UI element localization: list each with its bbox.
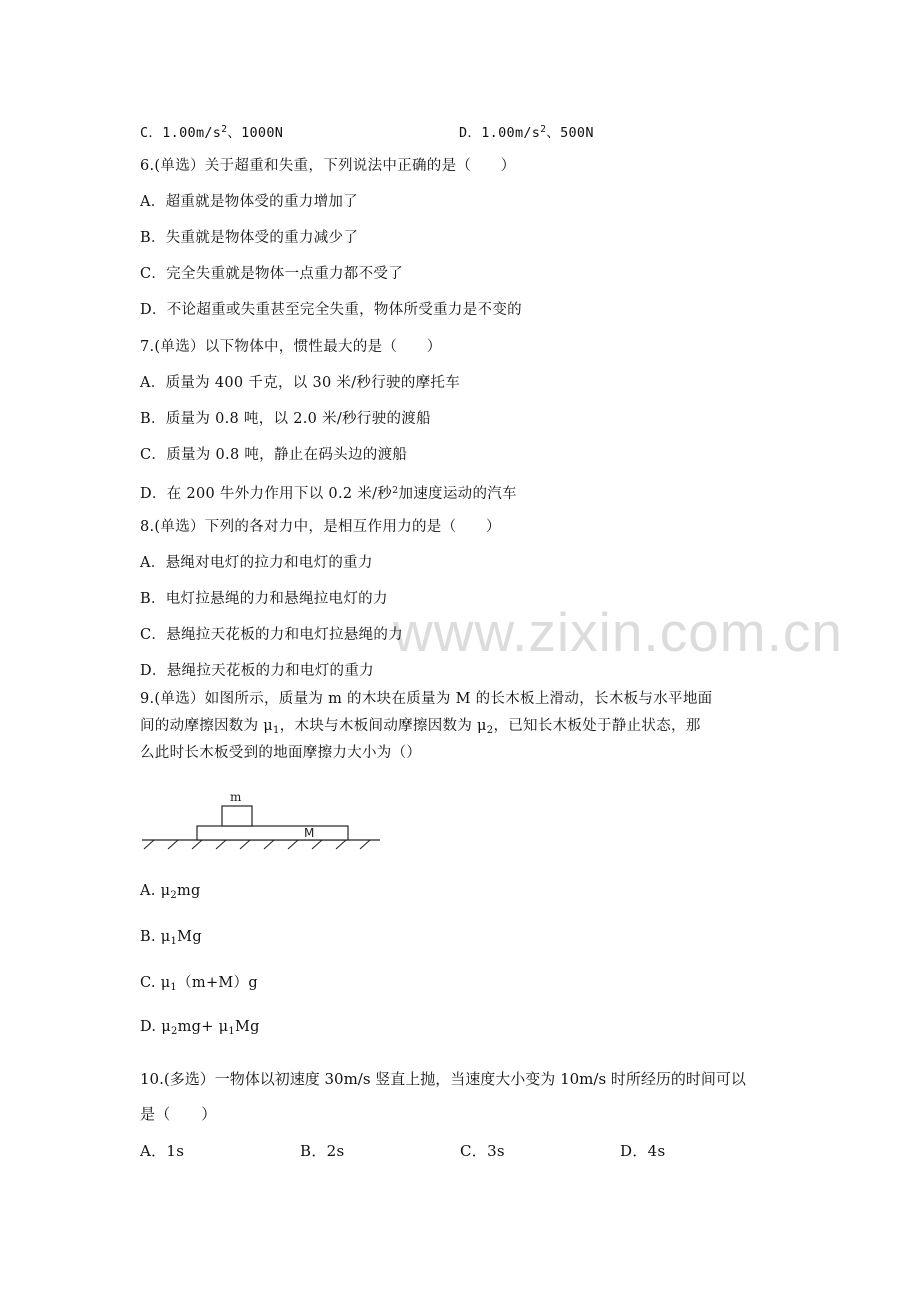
figure-drawing [140,786,382,850]
q7-option-d: D．在 200 牛外力作用下以 0.2 米/秒$^2$加速度运动的汽车 [140,485,517,502]
long-board-label: M [304,826,315,840]
small-block-label: m [230,790,242,804]
q6-stem: 6.(单选）关于超重和失重，下列说法中正确的是（ ） [140,158,516,174]
q9-option-b: B. $\mu_1Mg$ [140,929,202,947]
q8-option-c: C．悬绳拉天花板的力和电灯拉悬绳的力 [140,627,403,643]
q7-option-a: A．质量为 400 千克，以 30 米/秒行驶的摩托车 [140,375,461,391]
q9-stem-line1: 9.(单选）如图所示，质量为 m 的木块在质量为 M 的长木板上滑动，长木板与水平地面 [140,691,713,707]
q9-option-c: C. $\mu_1(m+M)g$ [140,975,258,993]
q9-option-d: D. $\mu_2mg+ \mu_1Mg$ [140,1019,260,1037]
q5-option-c: C．$1.00m/s^2$、1000N [140,124,284,141]
q10-stem-line1: 10.(多选）一物体以初速度 30m/s 竖直上抛，当速度大小变为 10m/s 时所经历的时间可以 [140,1070,746,1088]
q5-option-d: D．$1.00m/s^2$、500N [459,124,594,141]
small-block [222,806,252,826]
q10-option-d: D．4s [620,1142,666,1160]
ground-hatching [144,840,370,849]
q7-stem: 7.(单选）以下物体中，惯性最大的是（ ） [140,339,442,355]
q8-option-d: D．悬绳拉天花板的力和电灯的重力 [140,663,374,679]
q8-stem: 8.(单选）下列的各对力中，是相互作用力的是（ ） [140,519,501,535]
q6-option-a: A．超重就是物体受的重力增加了 [140,194,358,210]
q8-option-b: B．电灯拉悬绳的力和悬绳拉电灯的力 [140,591,388,607]
watermark: www.zixin.com.cn [393,601,843,663]
q10-stem-line2: 是（ ） [140,1105,217,1123]
q6-option-b: B．失重就是物体受的重力减少了 [140,230,359,246]
q6-option-c: C．完全失重就是物体一点重力都不受了 [140,266,403,282]
q10-option-c: C．3s [460,1142,505,1160]
q10-option-b: B．2s [300,1142,345,1160]
q8-option-a: A．悬绳对电灯的拉力和电灯的重力 [140,555,373,571]
q10-option-a: A．1s [140,1142,185,1160]
block-on-board-figure [140,786,382,850]
q9-stem-line3: 么此时长木板受到的地面摩擦力大小为（） [140,745,422,761]
q9-stem-line2: 间的动摩擦因数为 $\mu_1$，木块与木板间动摩擦因数为 $\mu_2$，已知长木板处于静止状态，那 [140,718,701,736]
q9-option-a: A. $\mu_2mg$ [140,883,201,901]
q7-option-c: C．质量为 0.8 吨，静止在码头边的渡船 [140,447,408,463]
long-board [197,826,348,840]
q6-option-d: D．不论超重或失重甚至完全失重，物体所受重力是不变的 [140,302,522,318]
q7-option-b: B．质量为 0.8 吨，以 2.0 米/秒行驶的渡船 [140,411,431,427]
